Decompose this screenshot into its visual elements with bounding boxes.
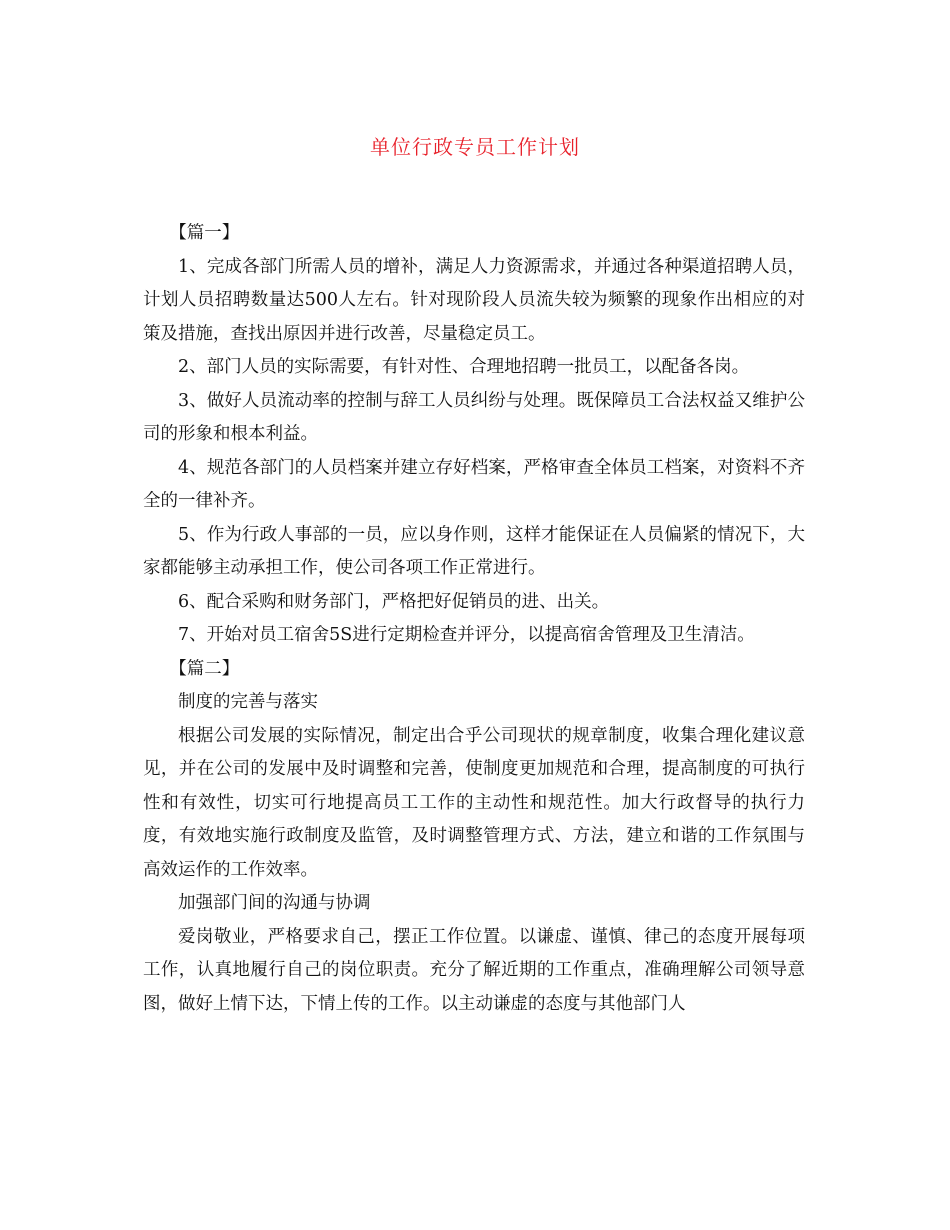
subsection-title-2: 加强部门间的沟通与协调 <box>178 893 371 913</box>
section-heading-1: 【篇一】 <box>169 223 240 243</box>
list-item: 4、规范各部门的人员档案并建立存好档案，严格审查全体员工档案，对资料不齐全的一律补齐。 <box>143 457 805 511</box>
list-item: 7、开始对员工宿舍5S进行定期检查并评分，以提高宿舍管理及卫生清洁。 <box>178 625 755 645</box>
paragraph: 根据公司发展的实际情况，制定出合乎公司现状的规章制度，收集合理化建议意见，并在公司的发展中及时调整和完善，使制度更加规范和合理，提高制度的可执行性和有效性，切实可行地提高员工工作的主动性和规范性。加大行政督导的执行力度，有效地实施行政制度及监管，及时调整管理方式、方法，建立和谐的工作氛围与高效运作的工作效率。 <box>143 725 805 880</box>
list-item: 5、作为行政人事部的一员，应以身作则，这样才能保证在人员偏紧的情况下，大家都能够主动承担工作，使公司各项工作正常进行。 <box>143 524 805 578</box>
document-title: 单位行政专员工作计划 <box>370 135 580 159</box>
subsection-title-1: 制度的完善与落实 <box>178 692 318 712</box>
document-body <box>143 217 805 1021</box>
list-item: 2、部门人员的实际需要，有针对性、合理地招聘一批员工，以配备各岗。 <box>178 357 750 377</box>
list-item: 6、配合采购和财务部门，严格把好促销员的进、出关。 <box>178 591 610 612</box>
section-heading-2: 【篇二】 <box>169 658 240 679</box>
list-item: 3、做好人员流动率的控制与辞工人员纠纷与处理。既保障员工合法权益又维护公司的形象和根本利益。 <box>143 390 805 444</box>
paragraph: 爱岗敬业，严格要求自己，摆正工作位置。以谦虚、谨慎、律己的态度开展每项工作，认真地履行自己的岗位职责。充分了解近期的工作重点，准确理解公司领导意图，做好上情下达，下情上传的工作。以主动谦虚的态度与其他部门人 <box>143 926 805 1014</box>
list-item: 1、完成各部门所需人员的增补，满足人力资源需求，并通过各种渠道招聘人员，计划人员招聘数量达500人左右。针对现阶段人员流失较为频繁的现象作出相应的对策及措施，查找出原因并进行改善，尽量稳定员工。 <box>143 256 805 344</box>
